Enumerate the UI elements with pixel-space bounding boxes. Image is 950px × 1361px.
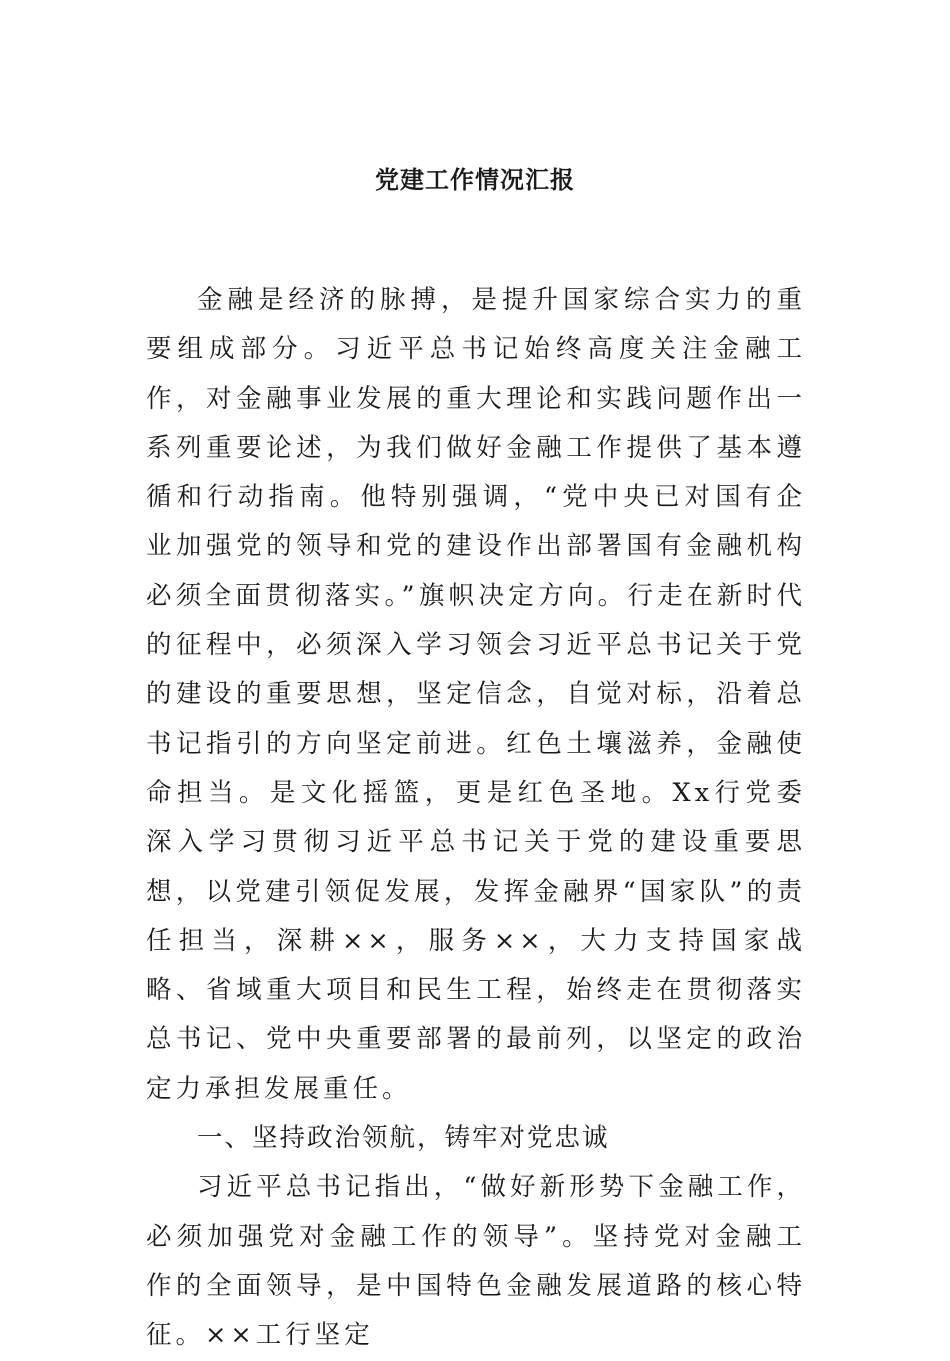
document-body <box>146 276 806 1361</box>
document-title: 党建工作情况汇报 <box>375 165 575 194</box>
paragraph-intro: 金融是经济的脉搏，是提升国家综合实力的重要组成部分。习近平总书记始终高度关注金融工作，对金融事业发展的重大理论和实践问题作出一系列重要论述，为我们做好金融工作提供了基本遵循和行动指南。他特别强调，“党中央已对国有企业加强党的领导和党的建设作出部署国有金融机构必须全面贯彻落实。”旗帜决定方向。行走在新时代的征程中，必须深入学习领会习近平总书记关于党的建设的重要思想，坚定信念，自觉对标，沿着总书记指引的方向坚定前进。红色土壤滋养，金融使命担当。是文化摇篮，更是红色圣地。Xx行党委深入学习贯彻习近平总书记关于党的建设重要思想，以党建引领促发展，发挥金融界“国家队”的责任担当，深耕××，服务××，大力支持国家战略、省域重大项目和民生工程，始终走在贯彻落实总书记、党中央重要部署的最前列，以坚定的政治定力承担发展重任。 <box>146 285 806 1104</box>
paragraph-section-1: 习近平总书记指出，“做好新形势下金融工作，必须加强党对金融工作的领导”。坚持党对金融工作的全面领导，是中国特色金融发展道路的核心特征。××工行坚定 <box>146 1172 806 1351</box>
section-heading-1: 一、坚持政治领航，铸牢对党忠诚 <box>197 1123 610 1154</box>
